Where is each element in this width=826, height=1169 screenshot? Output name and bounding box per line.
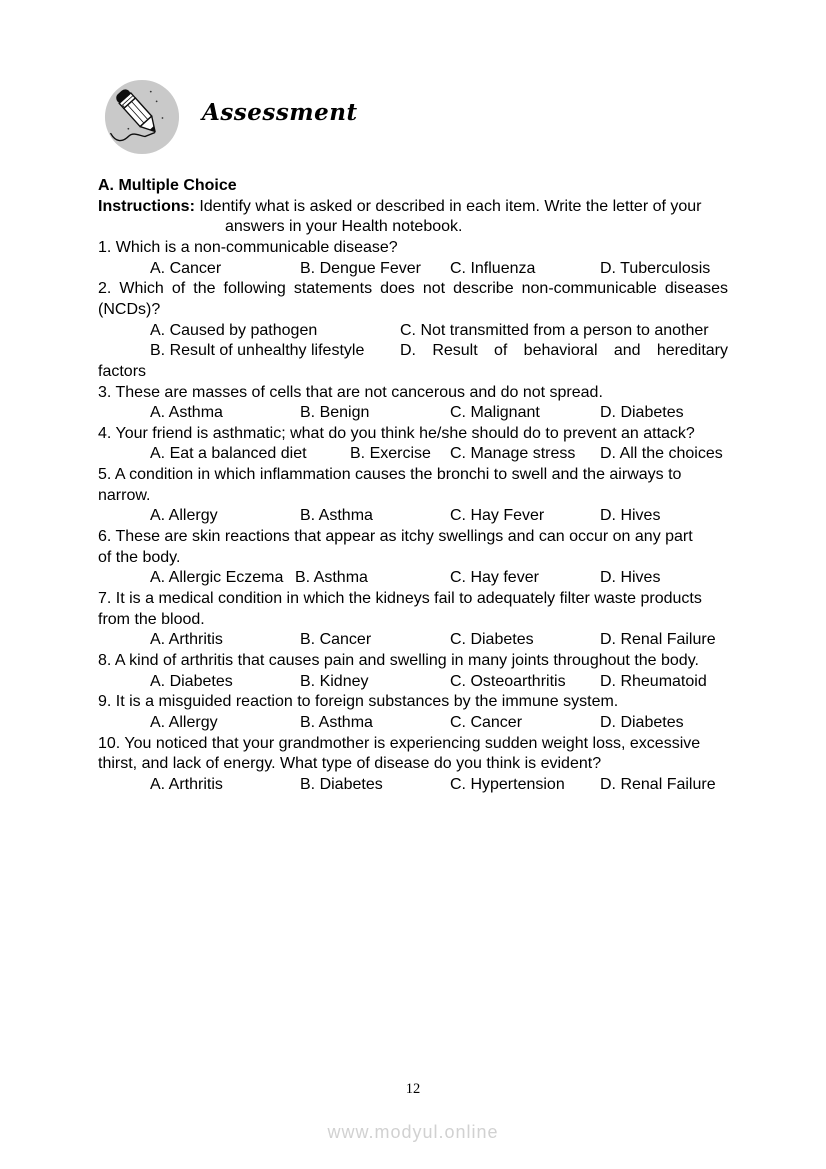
assessment-body <box>98 176 728 796</box>
option-c: C. Manage stress <box>450 445 576 463</box>
option-a: A. Eat a balanced diet <box>150 445 307 463</box>
option-d: D. Renal Failure <box>600 631 716 649</box>
option-c: C. Hay fever <box>450 569 539 587</box>
option-a: A. Arthritis <box>150 775 223 793</box>
option-a: A. Cancer <box>150 259 222 277</box>
option-d: D. Rheumatoid <box>600 672 707 690</box>
question-5-options <box>98 506 728 527</box>
option-a: A. Asthma <box>150 404 223 422</box>
question-9-options <box>98 713 728 734</box>
question-10-options <box>98 775 728 796</box>
question-7-text-line-1: 7. It is a medical condition in which the kidneys fail to adequately filter waste products <box>98 590 702 608</box>
question-2-text-line-1: 2. Which of the following statements does not describe non-communicable diseases <box>98 280 728 298</box>
instructions-label: Instructions: <box>98 197 195 215</box>
question-1-text: 1. Which is a non-communicable disease? <box>98 238 398 256</box>
question-3-options <box>98 403 728 424</box>
question-9-text: 9. It is a misguided reaction to foreign substances by the immune system. <box>98 693 619 711</box>
option-b: B. Dengue Fever <box>300 259 421 277</box>
option-d: D. Renal Failure <box>600 775 716 793</box>
question-4-options <box>98 444 728 465</box>
question-6-text-line-2: of the body. <box>98 548 181 566</box>
question-2-options-row-2 <box>98 341 728 362</box>
instructions-line-1 <box>98 197 728 218</box>
pencil-icon <box>103 78 181 156</box>
question-4-text: 4. Your friend is asthmatic; what do you think he/she should do to prevent an attack? <box>98 424 695 442</box>
option-d: D. Diabetes <box>600 404 684 422</box>
option-c: C. Osteoarthritis <box>450 672 566 690</box>
question-10-text-line-1: 10. You noticed that your grandmother is experiencing sudden weight loss, excessive <box>98 734 701 752</box>
option-d: D. Tuberculosis <box>600 259 711 277</box>
option-d: D. All the choices <box>600 445 723 463</box>
watermark: www.modyul.online <box>327 1122 499 1142</box>
option-b: B. Result of unhealthy lifestyle <box>150 342 365 360</box>
page-title: Assessment <box>202 99 358 126</box>
option-b: B. Kidney <box>300 672 369 690</box>
section-heading: A. Multiple Choice <box>98 177 237 194</box>
question-8-options <box>98 672 728 693</box>
question-3-text: 3. These are masses of cells that are not cancerous and do not spread. <box>98 383 603 401</box>
option-b: B. Cancer <box>300 631 372 649</box>
question-8-text: 8. A kind of arthritis that causes pain and swelling in many joints throughout the body. <box>98 651 699 669</box>
question-7-text-line-2: from the blood. <box>98 610 205 628</box>
question-2-text-line-2: (NCDs)? <box>98 300 161 318</box>
question-2-options-row-1 <box>98 321 728 342</box>
instructions-text: Identify what is asked or described in each item. Write the letter of your <box>194 197 702 215</box>
question-5-text-line-1: 5. A condition in which inflammation causes the bronchi to swell and the airways to <box>98 466 682 484</box>
option-a: A. Allergy <box>150 507 218 525</box>
question-7-options <box>98 630 728 651</box>
option-c: C. Malignant <box>450 404 540 422</box>
option-b: B. Benign <box>300 404 370 422</box>
question-1-options <box>98 259 728 280</box>
option-b: B. Diabetes <box>300 775 383 793</box>
option-a: A. Caused by pathogen <box>150 321 318 339</box>
question-5-text-line-2: narrow. <box>98 486 151 504</box>
question-6-options <box>98 568 728 589</box>
option-a: A. Allergy <box>150 713 218 731</box>
option-a: A. Allergic Eczema <box>150 569 284 587</box>
option-c: C. Hay Fever <box>450 507 545 525</box>
option-d: D. Hives <box>600 569 661 587</box>
option-a: A. Arthritis <box>150 631 223 649</box>
option-b: B. Exercise <box>350 445 431 463</box>
option-b: B. Asthma <box>300 713 373 731</box>
option-c: C. Cancer <box>450 713 523 731</box>
option-b: B. Asthma <box>300 507 373 525</box>
option-c: C. Hypertension <box>450 775 565 793</box>
option-c: C. Influenza <box>450 259 536 277</box>
question-6-text-line-1: 6. These are skin reactions that appear as itchy swellings and can occur on any part <box>98 528 693 546</box>
instructions-line-2: answers in your Health notebook. <box>225 218 463 236</box>
option-d: D. Diabetes <box>600 713 684 731</box>
page-number: 12 <box>405 1081 421 1097</box>
option-d: D. Hives <box>600 507 661 525</box>
question-10-text-line-2: thirst, and lack of energy. What type of disease do you think is evident? <box>98 755 602 773</box>
option-b: B. Asthma <box>295 569 368 587</box>
option-c: C. Diabetes <box>450 631 534 649</box>
question-2-option-d-continuation: factors <box>98 362 147 380</box>
option-d: D. Result of behavioral and hereditary <box>400 342 728 360</box>
option-c: C. Not transmitted from a person to another <box>400 321 709 339</box>
option-a: A. Diabetes <box>150 672 233 690</box>
